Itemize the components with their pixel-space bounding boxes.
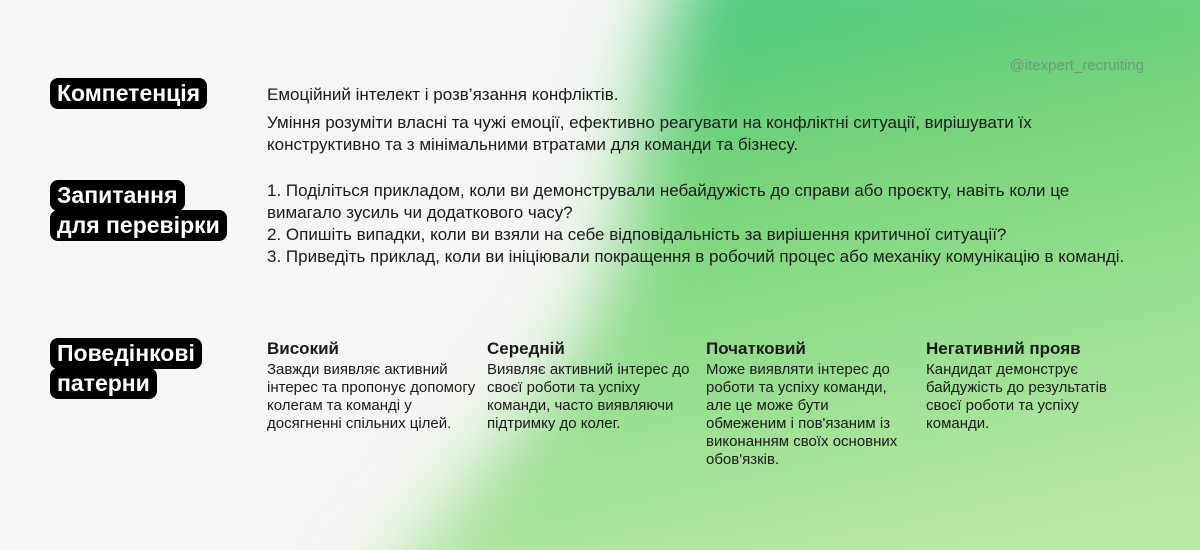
questions-list [267,180,1127,268]
pattern-title: Високий [267,339,339,358]
pattern-text: Виявляє активний інтерес до своєї роботи та успіху команди, часто виявляючи підтримку до колег. [487,361,690,432]
pattern-text: Завжди виявляє активний інтерес та пропонує допомогу колегам та команді у досягненні спільних цілей. [267,361,476,432]
pattern-column-high [267,339,482,433]
questions-label-line-1: Запитання [50,180,185,211]
competency-label-text: Компетенція [50,78,207,109]
patterns-label [50,338,202,398]
pattern-column-initial [706,339,906,469]
questions-label-line-2: для перевірки [50,210,227,241]
pattern-title: Негативний прояв [926,339,1081,358]
pattern-title: Середній [487,339,565,358]
pattern-text: Може виявляти інтерес до роботи та успіху команди, але це може бути обмеженим і пов'язаним із виконанням своїх основних обов'язків. [706,361,898,468]
competency-description: Уміння розуміти власні та чужі емоції, ефективно реагувати на конфліктні ситуації, вирішувати їх конструктивно та з мінімальними втратами для команди та бізнесу. [267,113,1032,154]
question-item: 3. Приведіть приклад, коли ви ініціювали покращення в робочий процес або механіку комунікацію в команді. [267,247,1125,266]
questions-label [50,180,227,240]
account-handle: @itexpert_recruiting [1009,57,1144,74]
pattern-column-medium [487,339,702,433]
pattern-column-negative [926,339,1141,433]
question-item: 2. Опишіть випадки, коли ви взяли на себе відповідальність за вирішення критичної ситуації? [267,225,1007,244]
pattern-title: Початковий [706,339,806,358]
pattern-text: Кандидат демонструє байдужість до результатів своєї роботи та успіху команди. [926,361,1107,432]
competency-title: Емоційний інтелект і розв’язання конфліктів. [267,85,619,104]
competency-label [50,78,207,108]
question-item: 1. Поділіться прикладом, коли ви демонстрували небайдужість до справи або проєкту, навіть коли це вимагало зусиль чи додаткового часу? [267,181,1070,222]
patterns-label-line-1: Поведінкові [50,338,202,369]
patterns-label-line-2: патерни [50,368,157,399]
